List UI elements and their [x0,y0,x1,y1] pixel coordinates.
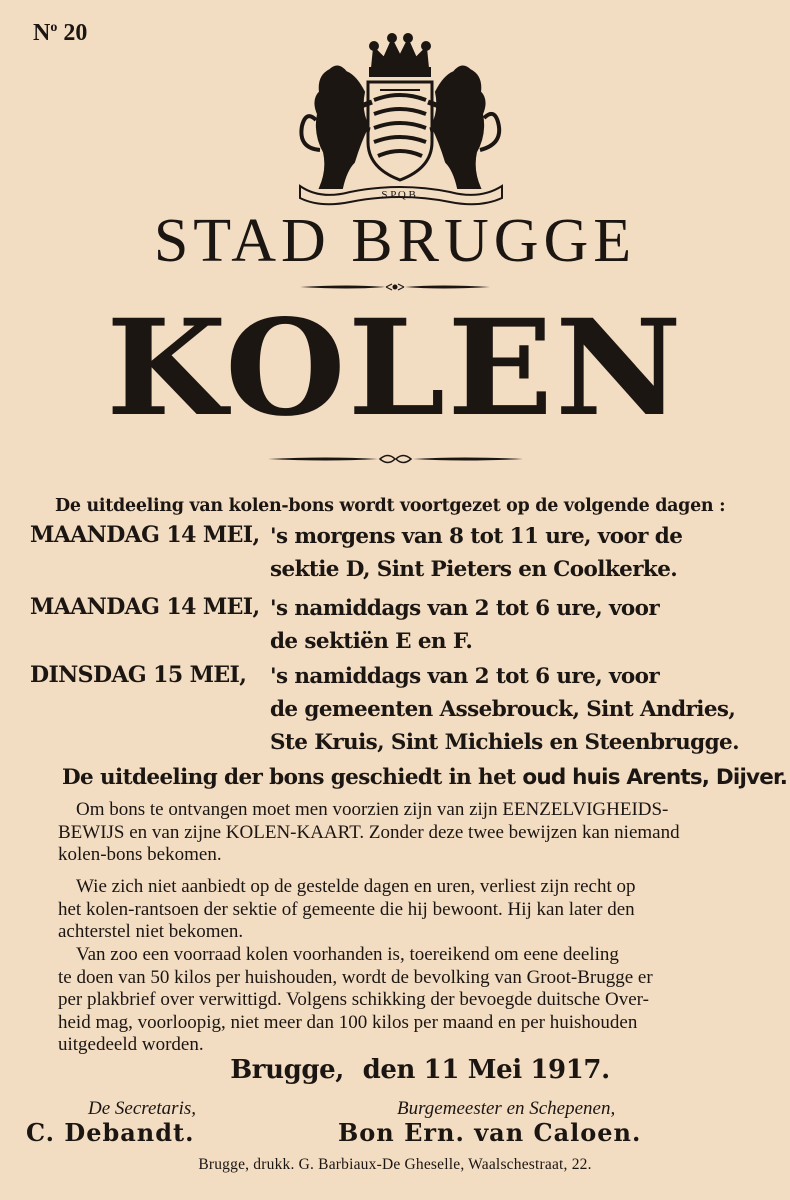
mayor-signature: Bon Ern. van Caloen. [338,1118,642,1147]
headline: KOLEN [106,291,684,446]
schedule-day: MAANDAG 14 MEI, [30,522,260,548]
svg-text:S.P.Q.B.: S.P.Q.B. [381,189,419,201]
poster-number: $N^o$ 20 [33,20,88,46]
mayor-role: Burgemeester en Schepenen, [397,1098,616,1119]
secretary-signature: C. Debandt. [26,1118,195,1147]
coat-of-arms-emblem [290,30,510,208]
paragraph-absence: Wie zich niet aanbiedt op de gestelde dagen en uren, verliest zijn recht op het kolen-rantsoen der sektie of gemeente die hij bewoont. Hij kan later den achterstel niet bekomen. [58,876,636,942]
intro-text: De uitdeeling van kolen-bons wordt voortgezet op de volgende dagen : [55,496,726,516]
paragraph-stock: Van zoo een voorraad kolen voorhanden is, toereikend om eene deeling te doen van 50 kilos per huishouden, wordt de bevolking van Groot-Brugge er per plakbrief over verwittigd. Volgens schikking der bevoegde duitsche Over- heid mag, voorloopig, niet meer dan 100 kilos per maand en per huishouden uitgedeeld worden. [58,944,653,1055]
schedule-detail: 's namiddags van 2 tot 6 ure, voor de sektiën E en F. [270,596,660,654]
secretary-role: De Secretaris, [88,1098,196,1119]
schedule-day: DINSDAG 15 MEI, [30,662,247,688]
printer-line: Brugge, drukk. G. Barbiaux-De Gheselle, Waalschestraat, 22. [198,1156,592,1173]
schedule-detail: 's namiddags van 2 tot 6 ure, voor de gemeenten Assebrouck, Sint Andries, Ste Kruis, Sint Michiels en Steenbrugge. [270,664,740,755]
city-title: STAD BRUGGE [153,207,637,275]
ornament-rule [268,452,523,466]
schedule-day: MAANDAG 14 MEI, [30,594,260,620]
distribution-place: De uitdeeling der bons geschiedt in het oud huis Arents, Dijver. [62,765,788,790]
paragraph-identity: Om bons te ontvangen moet men voorzien zijn van zijn EENZELVIGHEIDS- BEWIJS en van zijne KOLEN-KAART. Zonder deze twee bewijzen kan niemand kolen-bons bekomen. [58,799,680,865]
schedule-detail: 's morgens van 8 tot 11 ure, voor de sektie D, Sint Pieters en Coolkerke. [270,524,683,582]
date-line: Brugge, den 11 Mei 1917. [230,1055,610,1085]
